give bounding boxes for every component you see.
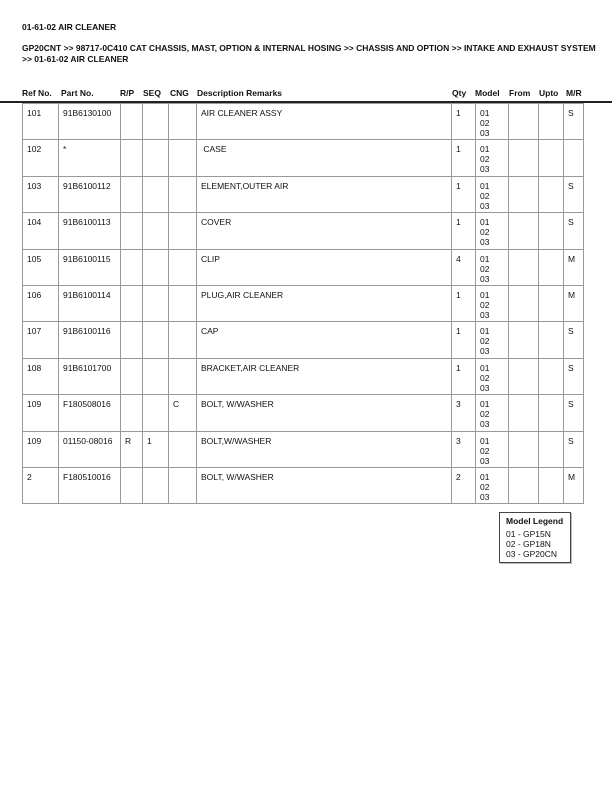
model-code: 02 (480, 299, 490, 310)
cell-upto (539, 431, 564, 467)
cell-qty: 4 (452, 249, 476, 285)
cell-rp: R (121, 431, 143, 467)
cell-qty: 2 (452, 467, 476, 503)
cell-description: BOLT,W/WASHER (197, 431, 452, 467)
cell-from (509, 285, 539, 321)
cell-model (476, 140, 509, 176)
table-row (23, 249, 584, 285)
cell-part-no: 91B6101700 (59, 358, 121, 394)
cell-seq: 1 (143, 431, 169, 467)
model-legend-item: 01 - GP15N (506, 529, 551, 539)
header-ref-no: Ref No. (22, 88, 52, 98)
cell-seq (143, 322, 169, 358)
cell-cng (169, 213, 197, 249)
cell-cng (169, 176, 197, 212)
cell-upto (539, 140, 564, 176)
cell-mr: S (564, 322, 584, 358)
cell-seq (143, 395, 169, 431)
cell-cng (169, 322, 197, 358)
header-qty: Qty (452, 88, 467, 98)
cell-qty: 1 (452, 176, 476, 212)
cell-mr: M (564, 249, 584, 285)
model-code: 01 (480, 471, 490, 482)
cell-from (509, 140, 539, 176)
cell-from (509, 431, 539, 467)
cell-part-no: * (59, 140, 121, 176)
cell-mr: S (564, 213, 584, 249)
header-description: Description Remarks (197, 88, 283, 98)
cell-seq (143, 285, 169, 321)
cell-part-no: F180508016 (59, 395, 121, 431)
cell-seq (143, 104, 169, 140)
table-row (23, 395, 584, 431)
cell-cng (169, 140, 197, 176)
cell-ref-no: 106 (23, 285, 59, 321)
cell-upto (539, 285, 564, 321)
cell-seq (143, 249, 169, 285)
model-code: 03 (480, 309, 490, 320)
cell-mr: S (564, 431, 584, 467)
cell-rp (121, 322, 143, 358)
model-code: 01 (480, 144, 490, 155)
header-rp: R/P (120, 88, 135, 98)
cell-seq (143, 358, 169, 394)
cell-from (509, 176, 539, 212)
cell-upto (539, 358, 564, 394)
cell-ref-no: 2 (23, 467, 59, 503)
model-code: 02 (480, 190, 490, 201)
cell-part-no: 01150-08016 (59, 431, 121, 467)
model-code: 01 (480, 180, 490, 191)
table-row (23, 358, 584, 394)
header-model: Model (475, 88, 500, 98)
cell-description: PLUG,AIR CLEANER (197, 285, 452, 321)
cell-qty: 1 (452, 358, 476, 394)
cell-rp (121, 358, 143, 394)
model-code: 01 (480, 399, 490, 410)
cell-rp (121, 104, 143, 140)
cell-model (476, 431, 509, 467)
cell-mr: M (564, 467, 584, 503)
cell-ref-no: 103 (23, 176, 59, 212)
cell-seq (143, 176, 169, 212)
cell-from (509, 322, 539, 358)
cell-qty: 3 (452, 395, 476, 431)
cell-from (509, 395, 539, 431)
table-row (23, 176, 584, 212)
cell-ref-no: 109 (23, 431, 59, 467)
model-code: 02 (480, 118, 490, 128)
cell-upto (539, 104, 564, 140)
table-row (23, 140, 584, 176)
cell-rp (121, 467, 143, 503)
cell-qty: 1 (452, 213, 476, 249)
cell-from (509, 249, 539, 285)
table-row (23, 322, 584, 358)
cell-seq (143, 213, 169, 249)
cell-cng: C (169, 395, 197, 431)
cell-model (476, 176, 509, 212)
cell-upto (539, 322, 564, 358)
cell-description: COVER (197, 213, 452, 249)
model-code: 03 (480, 346, 490, 357)
cell-upto (539, 467, 564, 503)
cell-cng (169, 358, 197, 394)
cell-qty: 1 (452, 285, 476, 321)
cell-mr: S (564, 395, 584, 431)
cell-mr: S (564, 176, 584, 212)
cell-qty: 3 (452, 431, 476, 467)
cell-description: CAP (197, 322, 452, 358)
cell-rp (121, 249, 143, 285)
model-code: 02 (480, 154, 490, 165)
model-code: 01 (480, 108, 490, 118)
cell-part-no: 91B6100112 (59, 176, 121, 212)
cell-mr (564, 140, 584, 176)
cell-cng (169, 249, 197, 285)
cell-cng (169, 104, 197, 140)
cell-rp (121, 285, 143, 321)
cell-cng (169, 431, 197, 467)
cell-part-no: 91B6100116 (59, 322, 121, 358)
cell-ref-no: 104 (23, 213, 59, 249)
model-code: 03 (480, 455, 490, 466)
model-code: 02 (480, 445, 490, 456)
cell-qty: 1 (452, 322, 476, 358)
cell-ref-no: 108 (23, 358, 59, 394)
model-legend-title: Model Legend (506, 516, 564, 526)
cell-description: CASE (197, 140, 452, 176)
cell-upto (539, 395, 564, 431)
cell-description: BOLT, W/WASHER (197, 395, 452, 431)
model-legend-item: 02 - GP18N (506, 539, 551, 549)
cell-from (509, 358, 539, 394)
cell-ref-no: 102 (23, 140, 59, 176)
table-row (23, 467, 584, 503)
cell-qty: 1 (452, 104, 476, 140)
cell-cng (169, 285, 197, 321)
cell-seq (143, 140, 169, 176)
header-from: From (509, 88, 531, 98)
model-code: 01 (480, 289, 490, 300)
model-code: 01 (480, 326, 490, 337)
model-legend-item: 03 - GP20CN (506, 549, 558, 559)
breadcrumb: GP20CNT >> 98717-0C410 CAT CHASSIS, MAST, OPTION & INTERNAL HOSING >> CHASSIS AND OPTION >> INTAKE AND EXHAUST SYSTEM >> 01-61-02 AIR CLEANER (22, 43, 596, 64)
cell-upto (539, 249, 564, 285)
cell-description: BRACKET,AIR CLEANER (197, 358, 452, 394)
cell-rp (121, 140, 143, 176)
header-cng: CNG (170, 88, 189, 98)
model-code: 03 (480, 200, 490, 211)
cell-ref-no: 101 (23, 104, 59, 140)
cell-description: CLIP (197, 249, 452, 285)
cell-from (509, 467, 539, 503)
cell-model (476, 322, 509, 358)
model-code: 02 (480, 336, 490, 347)
cell-rp (121, 176, 143, 212)
model-code: 03 (480, 491, 490, 502)
model-code: 01 (480, 217, 490, 228)
cell-qty: 1 (452, 140, 476, 176)
table-row (23, 213, 584, 249)
cell-model (476, 395, 509, 431)
cell-from (509, 104, 539, 140)
model-code: 02 (480, 372, 490, 383)
header-seq: SEQ (143, 88, 161, 98)
cell-model (476, 213, 509, 249)
header-part-no: Part No. (61, 88, 94, 98)
model-legend (499, 512, 571, 563)
cell-part-no: 91B6130100 (59, 104, 121, 140)
model-code: 01 (480, 253, 490, 264)
cell-rp (121, 395, 143, 431)
model-code: 03 (480, 164, 490, 175)
model-code: 03 (480, 419, 490, 430)
cell-part-no: F180510016 (59, 467, 121, 503)
table-row (23, 285, 584, 321)
table-row (23, 431, 584, 467)
model-code: 03 (480, 382, 490, 393)
cell-seq (143, 467, 169, 503)
cell-upto (539, 213, 564, 249)
parts-table (22, 103, 584, 504)
model-code: 02 (480, 481, 490, 492)
model-code: 03 (480, 273, 490, 284)
cell-mr: M (564, 285, 584, 321)
cell-description: ELEMENT,OUTER AIR (197, 176, 452, 212)
cell-ref-no: 105 (23, 249, 59, 285)
cell-part-no: 91B6100113 (59, 213, 121, 249)
cell-mr: S (564, 358, 584, 394)
cell-rp (121, 213, 143, 249)
cell-description: AIR CLEANER ASSY (197, 104, 452, 140)
cell-description: BOLT, W/WASHER (197, 467, 452, 503)
cell-model (476, 104, 509, 140)
cell-upto (539, 176, 564, 212)
cell-model (476, 358, 509, 394)
model-code: 01 (480, 362, 490, 373)
cell-ref-no: 109 (23, 395, 59, 431)
model-code: 03 (480, 128, 490, 138)
model-code: 02 (480, 227, 490, 238)
cell-model (476, 249, 509, 285)
cell-mr: S (564, 104, 584, 140)
model-code: 01 (480, 435, 490, 446)
model-code: 03 (480, 237, 490, 248)
table-row (23, 104, 584, 140)
cell-model (476, 467, 509, 503)
cell-model (476, 285, 509, 321)
cell-from (509, 213, 539, 249)
cell-part-no: 91B6100114 (59, 285, 121, 321)
cell-part-no: 91B6100115 (59, 249, 121, 285)
cell-cng (169, 467, 197, 503)
page-title: 01-61-02 AIR CLEANER (22, 22, 117, 32)
cell-ref-no: 107 (23, 322, 59, 358)
model-code: 02 (480, 409, 490, 420)
model-code: 02 (480, 263, 490, 274)
header-mr: M/R (566, 88, 582, 98)
header-upto: Upto (539, 88, 559, 98)
